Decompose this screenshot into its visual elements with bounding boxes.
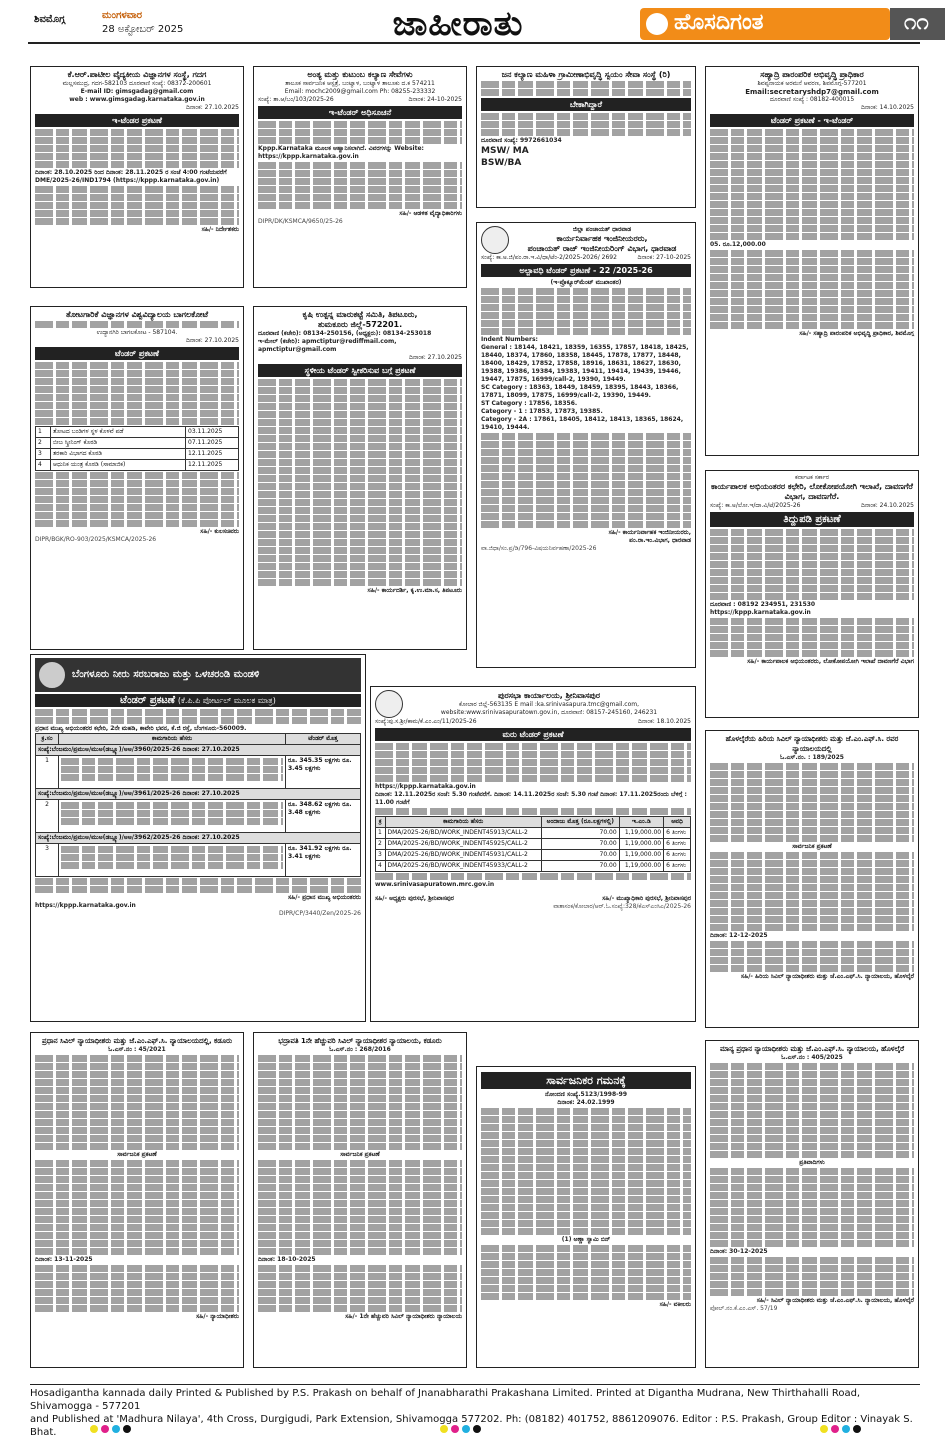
ad-court-bhadravati <box>253 1032 467 1368</box>
row-emd: 1,19,000.00 <box>619 850 663 861</box>
dharwad-title3: ಪಂಚಾಯತ್ ರಾಜ್ ಇಂಜಿನೀಯರಿಂಗ್ ವಿಭಾಗ, ಧಾರವಾಡ <box>527 244 677 253</box>
row-amount: ರೂ. 348.62 ಲಕ್ಷಗಳು ರೂ. 3.48 ಲಕ್ಷಗಳು <box>286 800 361 833</box>
table-row <box>36 745 361 756</box>
dharwad-cat2a: Category - 2A : 17861, 18405, 18412, 18413, 18365, 18624, 19410, 19444. <box>481 416 684 431</box>
gims-title: ಕೆ.ಆರ್.ಪಾಟೀಲ ವೈದ್ಯಕೀಯ ವಿಜ್ಞಾನಗಳ ಸಂಸ್ಥೆ, ಗದಗ <box>67 70 207 79</box>
sahyadri-phone: ದೂರವಾಣಿ ಸಂಖ್ಯೆ : 08182-400015 <box>769 96 855 103</box>
ad-bwssb <box>30 654 366 1022</box>
reg-dot-icon <box>90 1425 98 1433</box>
row-work: DMA/2025-26/BD/WORK_INDENT45933/CALL-2 <box>385 861 541 872</box>
ad-court-kadur <box>30 1032 244 1368</box>
srini-dates: ದಿನಾಂಕ: 12.11.2025ರ ಸಂಜೆ: 5.30 ಗಂಟೆವರೆಗೆ. ದಿನಾಂಕ: 14.11.2025ರ ಸಂಜೆ: 5.30 ಗಂಟೆ ದಿನಾಂಕ: 17.11.2025ರಂದು ಬೆಳಿಗ್ಗೆ : 11.00 ಗಂಟೆಗೆ <box>375 791 687 806</box>
notice-reg2: ದಿನಾಂಕ: 24.02.1999 <box>557 1099 615 1106</box>
ad-gims-gadag <box>30 66 244 288</box>
row-period: 6 ತಿಂಗಳು <box>664 839 691 850</box>
row-work: DMA/2025-26/BD/WORK_INDENT45931/CALL-2 <box>385 850 541 861</box>
ad-apmc-tiptur <box>253 306 467 650</box>
row-no: 2 <box>376 839 386 850</box>
bwssb-col-no: ಕ್ರ.ಸಂ <box>36 734 59 745</box>
sahyadri-sign: ಸಹಿ/- ಸಹ್ಯಾದ್ರಿ ಪಾರಂಪರಿಕ ಅಭಿವೃದ್ಧಿ ಪ್ರಾಧಿಕಾರ, ಶಿವಮೊಗ್ಗ <box>799 330 914 337</box>
janakalyan-title: ಜನ ಕಲ್ಯಾಣ ಮಹಿಳಾ ಗ್ರಾಮೀಣಾಭಿವೃದ್ಧಿ ಸ್ವಯಂ ಸೇವಾ ಸಂಸ್ಥೆ (ರಿ) <box>501 70 671 79</box>
ad-sahyadri-heritage <box>705 66 919 456</box>
gims-sign: ಸಹಿ/- ನಿರ್ದೇಶಕರು <box>201 226 239 233</box>
bwssb-band: ಟೆಂಡರ್ ಪ್ರಕಟಣೆ <box>120 695 176 706</box>
gims-address: ಮಲ್ಲಸಮುದ್ರ, ಗದಗ-582103 ದೂರವಾಣಿ ಸಂಖ್ಯೆ: 08372-200601 <box>62 80 212 87</box>
dharwad-indent: Indent Numbers: <box>481 336 538 343</box>
table-row <box>376 839 691 850</box>
bantwal-date: ದಿನಾಂಕ: 24-10-2025 <box>408 96 462 103</box>
row-period: 6 ತಿಂಗಳು <box>664 828 691 839</box>
row-no: 2 <box>36 800 59 833</box>
col-header: ಕ್ರ <box>376 817 386 828</box>
gims-email: E-mail ID: gimsgadag@gmail.com <box>80 88 194 95</box>
sahyadri-band: ಟೆಂಡರ್ ಪ್ರಕಟಣೆ - ಇ-ಟೆಂಡರ್ <box>710 114 914 127</box>
dharwad-title1: ಜಿಲ್ಲಾ ಪಂಚಾಯತ್ ಧಾರವಾಡ <box>572 226 632 233</box>
row-ref: ಸಂಖ್ಯೆ:ಬೆಂಜಮಂ/ಪ್ರಮುಅ/ಮುಅ(ಡಬ್ಲ್ಯೂ)/ಅಅ/3961/2025-26 ದಿನಾಂಕ: 27.10.2025 <box>36 789 361 800</box>
court1-date: ದಿನಾಂಕ: 12-12-2025 <box>710 932 768 939</box>
srini-sign-mid: ಸಹಿ/- ಮುಖ್ಯಾಧಿಕಾರಿ ಪುರಸಭೆ, ಶ್ರೀನಿವಾಸಪುರ <box>602 895 691 902</box>
apmc-title: ಕೃಷಿ ಉತ್ಪನ್ನ ಮಾರುಕಟ್ಟೆ ಸಮಿತಿ, ತಿಪಟೂರು, <box>302 310 418 319</box>
reg-dot-icon <box>462 1425 470 1433</box>
registration-marks-right <box>820 1425 861 1433</box>
janakalyan-band: ಬೇಕಾಗಿದ್ದಾರೆ <box>481 98 691 111</box>
reg-dot-icon <box>112 1425 120 1433</box>
bantwal-ref: ಸಂಖ್ಯೆ: ತಾ.ಆ/ಬಂ/103/2025-26 <box>258 96 334 103</box>
pwd-phone: ದೂರವಾಣಿ : 08192 234951, 231530 <box>710 601 816 608</box>
page-number: ೧೧ <box>904 10 929 35</box>
header-date: 28 ಅಕ್ಟೋಬರ್ 2025 <box>102 24 184 35</box>
court4-title: ಮಾನ್ಯ ಪ್ರಧಾನ ನ್ಯಾಯಾಧೀಶರು ಮತ್ತು ಜೆ.ಎಂ.ಎಫ್.ಸಿ. ನ್ಯಾಯಾಲಯ, ಹೊಳಲ್ಕೆರೆ <box>719 1045 905 1053</box>
table-row <box>36 438 239 449</box>
row-ref: ಸಂಖ್ಯೆ:ಬೆಂಜಮಂ/ಪ್ರಮುಅ/ಮುಅ(ಡಬ್ಲ್ಯೂ)/ಅಅ/3960/2025-26 ದಿನಾಂಕ: 27.10.2025 <box>36 745 361 756</box>
row-no: 1 <box>36 427 51 438</box>
table-row <box>36 460 239 471</box>
apmc-email: ಇ-ಮೇಲ್ (ಕಚೇರಿ): apmctiptur@rediffmail.com, apmctiptur@gmail.com <box>258 338 397 353</box>
row-amount: 70.00 <box>541 850 619 861</box>
brand-name: ಹೊಸದಿಗಂತ <box>674 10 764 35</box>
court3-date: ದಿನಾಂಕ: 18-10-2025 <box>258 1256 316 1263</box>
court2-case: ಓ.ಎಸ್.ನಂ : 45/2021 <box>108 1046 166 1053</box>
row-work: DMA/2025-26/BD/WORK_INDENT45925/CALL-2 <box>385 839 541 850</box>
reg-dot-icon <box>842 1425 850 1433</box>
apmc-phone: ದೂರವಾಣಿ (ಕಚೇರಿ): 08134-250156, (ಅಧ್ಯಕ್ಷರು): 08134-253018 <box>258 330 432 337</box>
court4-band: ಪ್ರತಿವಾದಿಗಳು <box>799 1159 825 1166</box>
horti-band: ಟೆಂಡರ್ ಪ್ರಕಟಣೆ <box>35 347 239 360</box>
table-row <box>36 756 361 789</box>
sahyadri-amount: 05. ರೂ.12,000.00 <box>710 241 766 248</box>
bantwal-band: ಇ-ಟೆಂಡರ್ ಅಧಿಸೂಚನೆ <box>258 106 462 119</box>
janakalyan-qual2: BSW/BA <box>481 158 522 168</box>
header-day: ಮಂಗಳವಾರ <box>102 10 143 21</box>
court4-case: ಓ.ಎಸ್.ನಂ : 405/2025 <box>781 1054 843 1061</box>
court4-date: ದಿನಾಂಕ: 30-12-2025 <box>710 1248 768 1255</box>
ad-bantwal-hospital <box>253 66 467 288</box>
dharwad-band: ಅಲ್ಪಾವಧಿ ಟೆಂಡರ್ ಪ್ರಕಟಣೆ - 22 /2025-26 <box>481 264 691 277</box>
sahyadri-date: ದಿನಾಂಕ: 14.10.2025 <box>861 104 914 111</box>
reg-dot-icon <box>473 1425 481 1433</box>
srini-title: ಪುರಸಭಾ ಕಾರ್ಯಾಲಯ, ಶ್ರೀನಿವಾಸಪುರ <box>497 691 601 700</box>
dharwad-ref: ಸಂಖ್ಯೆ: ಕಾ.ಅ.ಜಿ/ಪಂ.ರಾ.ಇ.ವಿ/ಧಾ/ಟೆಂ-2/2025-2026/ 2692 <box>481 254 617 261</box>
court1-title: ಹೊಳಲ್ಕೆರೆಯ ಹಿರಿಯ ಸಿವಿಲ್ ನ್ಯಾಯಾಧೀಶರು ಮತ್ತು ಜೆ.ಎಂ.ಎಫ್.ಸಿ. ರವರ ನ್ಯಾಯಾಲಯದಲ್ಲಿ <box>725 735 899 753</box>
table-row <box>376 828 691 839</box>
col-header: ಇ.ಎಂ.ಡಿ <box>619 817 663 828</box>
court4-code: ಪೋಲ್.ನಂ.ಕೆ.ಎಂ.ಎಸ್. 57/19 <box>710 1305 778 1312</box>
apmc-line2: ತುಮಕೂರು ಜಿಲ್ಲೆ-572201. <box>317 320 403 329</box>
ad-horticulture-university <box>30 306 244 650</box>
row-work <box>59 800 286 833</box>
col-header: ಕಾಮಗಾರಿಯ ಹೆಸರು <box>385 817 541 828</box>
notice-title: ಸಾರ್ವಜನಿಕರ ಗಮನಕ್ಕೆ <box>481 1072 691 1089</box>
masthead-title: ಜಾಹೀರಾತು <box>392 4 524 44</box>
srini-site: https://kppp.karnataka.gov.in <box>375 783 476 790</box>
reg-dot-icon <box>451 1425 459 1433</box>
srini-line2: ಕೋಲಾರ ಜಿಲ್ಲೆ-563135 E mail :ka.srinivasapura.tmc@gmail.com, <box>458 701 640 708</box>
row-no: 1 <box>376 828 386 839</box>
apmc-sign: ಸಹಿ/- ಕಾರ್ಯದರ್ಶಿ, ಕೃ.ಉ.ಮಾ.ಸ, ತಿಪಟೂರು <box>367 587 462 594</box>
dharwad-cat1: Category - 1 : 17853, 17873, 19385. <box>481 408 603 415</box>
dharwad-seal-icon <box>481 226 509 254</box>
court3-band: ಸಾರ್ವಜನಿಕ ಪ್ರಕಟಣೆ <box>340 1151 380 1158</box>
row-emd: 1,19,000.00 <box>619 861 663 872</box>
ad-srinivasapura <box>370 686 696 1022</box>
srini-date: ದಿನಾಂಕ: 18.10.2025 <box>638 718 691 725</box>
court3-case: ಓ.ಎಸ್.ನಂ : 268/2016 <box>329 1046 391 1053</box>
row-no: 2 <box>36 438 51 449</box>
dharwad-code: ವಾ.ಜಿಧಾ/ಸಂ.ಪ್ರ/ಡಿ/796-ವಿಷಯನಿರ್ವಹಣಾ/2025-26 <box>481 545 597 552</box>
row-amount: 70.00 <box>541 861 619 872</box>
sahyadri-title: ಸಹ್ಯಾದ್ರಿ ಪಾರಂಪರಿಕ ಅಭಿವೃದ್ಧಿ ಪ್ರಾಧಿಕಾರ <box>760 70 864 79</box>
bwssb-office: ಪ್ರಧಾನ ಮುಖ್ಯ ಅಭಿಯಂತರರ ಕಛೇರಿ, 2ನೇ ಮಹಡಿ, ಕಾವೇರಿ ಭವನ, ಕೆ.ಜಿ ರಸ್ತೆ, ಬೆಂಗಳೂರು-560009. <box>35 725 247 732</box>
row-ref: ಸಂಖ್ಯೆ:ಬೆಂಜಮಂ/ಪ್ರಮುಅ/ಮುಅ(ಡಬ್ಲ್ಯೂ)/ಅಅ/3962/2025-26 ದಿನಾಂಕ: 27.10.2025 <box>36 833 361 844</box>
table-row <box>36 800 361 833</box>
row-date: 12.11.2025 <box>186 460 239 471</box>
reg-dot-icon <box>853 1425 861 1433</box>
bantwal-code: DIPR/DK/KSMCA/9650/25-26 <box>258 218 343 225</box>
pwd-band: ತಿದ್ದುಪಡಿ ಪ್ರಕಟಣೆ <box>710 512 914 527</box>
court3-sign: ಸಹಿ/- 1ನೇ ಹೆಚ್ಚುವರಿ ಸಿವಿಲ್ ನ್ಯಾಯಾಧೀಶರು ನ್ಯಾಯಾಲಯ <box>345 1313 462 1320</box>
horti-code: DIPR/BGK/RO-903/2025/KSMCA/2025-26 <box>35 536 157 543</box>
srinivasapura-seal-icon <box>375 690 403 718</box>
row-no: 3 <box>376 850 386 861</box>
reg-dot-icon <box>440 1425 448 1433</box>
notice-hdr2: (1) ಅಣ್ಣಾ ಸ್ವಾಮಿ ಬಿನ್ <box>561 1236 611 1243</box>
bwssb-band-note: (ಕೆ.ಪಿ.ಪಿ ಪೋರ್ಟಲ್ ಮೂಲಕ ಮಾತ್ರ) <box>177 696 276 705</box>
dharwad-sign2: ಪಂ.ರಾ.ಇಂ.ವಿಭಾಗ, ಧಾರವಾಡ <box>629 537 691 544</box>
dharwad-band2: (ಇ-ಪ್ರೊಕ್ಯೂರ್‌ಮೆಂಟ್ ಮುಖಾಂತರ) <box>550 279 622 286</box>
row-work: DMA/2025-26/BD/WORK_INDENT45913/CALL-2 <box>385 828 541 839</box>
srini-ref: ಸಂಖ್ಯೆ:ಪು.ಸ.ಶ್ರೀ/ಕಾಮ/ಕೆ.ಎಂ.ಎಂ/11/2025-26 <box>375 718 477 725</box>
row-date: 07.11.2025 <box>186 438 239 449</box>
notice-reg1: ನೋಂದಣಿ ಸಂಖ್ಯೆ.5123/1998-99 <box>545 1091 627 1098</box>
ad-court-holalkere-2 <box>705 1040 919 1368</box>
col-header: ಅವಧಿ <box>664 817 691 828</box>
ad-janakalyan <box>476 66 696 208</box>
dharwad-sc: SC Category : 18363, 18449, 18459, 18395, 18443, 18366, 17871, 18099, 17875, 16999/call-2, 19390, 19449. <box>481 384 679 399</box>
row-period: 6 ತಿಂಗಳು <box>664 861 691 872</box>
reg-dot-icon <box>123 1425 131 1433</box>
row-work <box>59 844 286 877</box>
apmc-band: ಸ್ಥಳೀಯ ಟೆಂಡರ್ ಸ್ವೀಕರಿಸುವ ಬಗ್ಗೆ ಪ್ರಕಟಣೆ <box>258 364 462 377</box>
row-item: ಆಧುನಿಕ ಯಂತ್ರ ಕೊಠಡಿ (ಸಾಮಾಜಿಕ) <box>51 460 186 471</box>
table-row <box>36 789 361 800</box>
row-date: 03.11.2025 <box>186 427 239 438</box>
notice-sign: ಸಹಿ/- ವಕೀಲರು <box>659 1301 691 1308</box>
page-number-tab <box>890 8 945 40</box>
court2-date: ದಿನಾಂಕ: 13-11-2025 <box>35 1256 93 1263</box>
horti-title: ತೋಟಗಾರಿಕೆ ವಿಜ್ಞಾನಗಳ ವಿಶ್ವವಿದ್ಯಾಲಯ ಬಾಗಲಕೋಟೆ <box>65 310 209 319</box>
bantwal-title: ಅಂತ್ಯ ಮತ್ತು ಕುಟುಂಬ ಕಲ್ಯಾಣ ಸೇವೆಗಳು <box>307 70 413 79</box>
ad-pwd-davangere <box>705 470 919 718</box>
footer-line2: and Published at 'Madhura Nilaya', 4th Cross, Durgigudi, Park Extension, Shivamogga 577202. Ph: (08182) 401752, 8861209076. Editor : P.S. Prakash, Group Editor : Vinayak S. Bhat. <box>30 1414 913 1438</box>
reg-dot-icon <box>831 1425 839 1433</box>
horti-sign: ಸಹಿ/- ಕುಲಸಚಿವರು <box>200 528 239 535</box>
srini-table <box>375 816 691 872</box>
row-period: 6 ತಿಂಗಳು <box>664 850 691 861</box>
janakalyan-qual1: MSW/ MA <box>481 146 529 156</box>
court1-band: ಸಾರ್ವಜನಿಕ ಪ್ರಕಟಣೆ <box>792 843 832 850</box>
dharwad-st: ST Category : 17856, 18356. <box>481 400 578 407</box>
janakalyan-phone: ದೂರವಾಣಿ ಸಂಖ್ಯೆ: 9972661034 <box>481 137 562 144</box>
brand-banner <box>640 8 890 40</box>
bantwal-sign: ಸಹಿ/- ಆಡಳಿತ ವೈದ್ಯಾಧಿಕಾರಿಗಳು <box>399 210 462 217</box>
table-row <box>36 427 239 438</box>
row-no: 4 <box>376 861 386 872</box>
dharwad-date: ದಿನಾಂಕ: 27-10-2025 <box>637 254 691 261</box>
footer-line1: Hosadigantha kannada daily Printed & Published by P.S. Prakash on behalf of Jnanabharathi Prakashana Limited. Printed at Digantha Mudrana, New Thirthahalli Road, Shivamogga - 577201 <box>30 1388 861 1412</box>
pwd-head: ಕರ್ನಾಟಕ ಸರ್ಕಾರ <box>794 474 830 481</box>
row-item: ತರಕಾರಿ ವಿಭಾಗದ ಕೊಠಡಿ <box>51 449 186 460</box>
ad-dharwad-panchayat <box>476 222 696 668</box>
horti-line2: ಉದ್ಯಾನಗಿರಿ ಬಾಗಲಕೋಟ - 587104. <box>96 329 178 336</box>
registration-marks-left <box>90 1425 131 1433</box>
dharwad-title2: ಕಾರ್ಯನಿರ್ವಾಹಕ ಇಂಜಿನೀಯರರು, <box>556 234 648 243</box>
srini-line3: website:www.srinivasapuratown.gov.in, ದೂರವಾಣಿ: 08157-245160, 246231 <box>440 709 658 716</box>
gims-highlight: ದಿನಾಂಕ: 28.10.2025 ರಿಂದ ದಿನಾಂಕ: 28.11.2025 ರ ಸಂಜೆ 4:00 ಗಂಟೆಯವರೆಗೆ DME/2025-26/IND1794 (https://kppp.karnataka.gov.in) <box>35 169 227 184</box>
srini-code: ವಾತಾಸಂಕ/ಕೋಲಾರ/ಆರ್.ಓ.ಸಂಖ್ಯೆ:328/ಕೆಎಸ್ಎಂಸಿಎ/2025-26 <box>553 903 691 910</box>
court3-title: ಭದ್ರಾವತಿ 1ನೇ ಹೆಚ್ಚುವರಿ ಸಿವಿಲ್ ನ್ಯಾಯಾಧೀಶರ ನ್ಯಾಯಾಲಯ, ಕಡೂರು <box>278 1037 442 1045</box>
brand-logo-icon <box>646 13 668 35</box>
pwd-title: ಕಾರ್ಯಪಾಲಕ ಅಭಿಯಂತರರ ಕಛೇರಿ, ಲೋಕೋಪಯೋಗಿ ಇಲಾಖೆ, ದಾವಣಗೆರೆ ವಿಭಾಗ, ದಾವಣಗೆರೆ. <box>711 482 913 501</box>
bwssb-site: https://kppp.karnataka.gov.in <box>35 902 136 909</box>
horti-table <box>35 426 239 471</box>
court1-sign: ಸಹಿ/- ಹಿರಿಯ ಸಿವಿಲ್ ನ್ಯಾಯಾಧೀಶರು ಮತ್ತು ಜೆ.ಎಂ.ಎಫ್.ಸಿ. ನ್ಯಾಯಾಲಯ, ಹೊಳಲ್ಕೆರೆ <box>740 973 914 980</box>
bwssb-col-amt: ಟೆಂಡರ್ ಮೊತ್ತ <box>286 734 361 745</box>
row-no: 1 <box>36 756 59 789</box>
srini-band: ಮರು ಟೆಂಡರ್ ಪ್ರಕಟಣೆ <box>375 728 691 741</box>
row-emd: 1,19,000.00 <box>619 828 663 839</box>
ad-public-notice <box>476 1066 696 1368</box>
table-row <box>36 833 361 844</box>
row-no: 3 <box>36 844 59 877</box>
header-city: ಶಿವಮೊಗ್ಗ <box>34 14 66 25</box>
bwssb-table <box>35 733 361 877</box>
table-row <box>36 449 239 460</box>
reg-dot-icon <box>101 1425 109 1433</box>
gims-ref: ದಿನಾಂಕ: 27.10.2025 <box>186 104 239 111</box>
horti-date: ದಿನಾಂಕ: 27.10.2025 <box>186 337 239 344</box>
bantwal-website: Kppp.Karnataka ಮೂಲಕ ಆಹ್ವಾನಿಸಲಾಗಿದೆ. ವಿವರಗಳನ್ನು Website: https://kppp.karnataka.gov.in <box>258 145 424 160</box>
dharwad-general: General : 18144, 18421, 18359, 16355, 17857, 18418, 18425, 18440, 18374, 17860, 18358, 18445, 17878, 17877, 18448, 18400, 18429, 17852, 17858, 18916, 18631, 18627, 18630, 19388, 19386, 19384, 19383, 19411, 19414, 19439, 19446, 19447, 17875, 16999/call-2, 19390, 19449. <box>481 344 689 383</box>
pwd-sign: ಸಹಿ/- ಕಾರ್ಯಪಾಲಕ ಅಭಿಯಂತರರು, ಲೋಕೋಪಯೋಗಿ ಇಲಾಖೆ ದಾವಣಗೆರೆ ವಿಭಾಗ <box>747 658 914 665</box>
pwd-date: ದಿನಾಂಕ: 24.10.2025 <box>861 502 914 509</box>
row-amount: ರೂ. 345.35 ಲಕ್ಷಗಳು ರೂ. 3.45 ಲಕ್ಷಗಳು <box>286 756 361 789</box>
row-amount: ರೂ. 341.92 ಲಕ್ಷಗಳು ರೂ. 3.41 ಲಕ್ಷಗಳು <box>286 844 361 877</box>
table-row <box>36 844 361 877</box>
court1-case: ಓ.ಎಸ್.ನಂ. : 189/2025 <box>780 754 844 761</box>
pwd-site: https://kppp.karnataka.gov.in <box>710 609 811 616</box>
registration-marks-center <box>440 1425 481 1433</box>
bantwal-email: Email: mochc2009@gmail.com Ph: 08255-233332 <box>284 88 436 95</box>
sahyadri-address: ಶಿವಪ್ಪನಾಯಕ ಅರಮನೆ ಆವರಣ, ಶಿವಮೊಗ್ಗ-577201 <box>757 80 867 87</box>
reg-dot-icon <box>820 1425 828 1433</box>
row-item: ಬೀಜ ಸ್ಕ್ರೀನಿಂಗ್ ಕೊಠಡಿ <box>51 438 186 449</box>
row-no: 4 <box>36 460 51 471</box>
bwssb-code: DIPR/CP/3440/Zen/2025-26 <box>278 910 361 917</box>
row-work <box>59 756 286 789</box>
bantwal-address: ತಾಲೂಕ ಸಾರ್ವಜನಿಕ ಆಸ್ಪತ್ರೆ, ಬಂಟ್ವಾಳ, ಬಂಟ್ವಾಳ ತಾಲೂಕು ದ.ಕ 574211 <box>285 80 435 87</box>
pwd-ref: ಸಂಖ್ಯೆ: ಕಾ.ಅ/ಲೋ.ಇ/ದಾ.ವಿ/ಟೆ/2025-26 <box>710 502 801 509</box>
court2-title: ಪ್ರಧಾನ ಸಿವಿಲ್ ನ್ಯಾಯಾಧೀಶರು ಮತ್ತು ಜೆ.ಎಂ.ಎಫ್.ಸಿ. ನ್ಯಾಯಾಲಯದಲ್ಲಿ, ಕಡೂರು <box>41 1037 233 1045</box>
bwssb-col-work: ಕಾಮಗಾರಿಯ ಹೆಸರು <box>59 734 286 745</box>
table-row <box>376 850 691 861</box>
dharwad-sign: ಸಹಿ/- ಕಾರ್ಯನಿರ್ವಾಹಕ ಇಂಜಿನೀಯರರು, <box>608 529 691 536</box>
srini-sign-left: ಸಹಿ/- ಅಧ್ಯಕ್ಷರು ಪುರಸಭೆ, ಶ್ರೀನಿವಾಸಪುರ <box>375 895 454 902</box>
row-emd: 1,19,000.00 <box>619 839 663 850</box>
srini-web: www.srinivasapuratown.mrc.gov.in <box>375 881 495 888</box>
bwssb-logo-icon <box>38 661 66 689</box>
page-header <box>28 4 929 44</box>
row-no: 3 <box>36 449 51 460</box>
row-item: ತೋಟದ ಬಂಡಿಗಳ ಸ್ಥಳ ಕೊಳವೆ ಪಡೆ <box>51 427 186 438</box>
court2-sign: ಸಹಿ/- ನ್ಯಾಯಾಧೀಶರು <box>196 1313 239 1320</box>
court2-band: ಸಾರ್ವಜನಿಕ ಪ್ರಕಟಣೆ <box>117 1151 157 1158</box>
col-header: ಅಂದಾಜು ಮೊತ್ತ (ರೂ.ಲಕ್ಷಗಳಲ್ಲಿ) <box>541 817 619 828</box>
sahyadri-email: Email:secretaryshdp7@gmail.com <box>745 88 879 96</box>
row-date: 12.11.2025 <box>186 449 239 460</box>
row-amount: 70.00 <box>541 828 619 839</box>
ad-court-holalkere-1 <box>705 730 919 1028</box>
table-row <box>376 861 691 872</box>
bwssb-title: ಬೆಂಗಳೂರು ನೀರು ಸರಬರಾಜು ಮತ್ತು ಒಳಚರಂಡಿ ಮಂಡಳಿ <box>72 669 260 680</box>
bwssb-sign: ಸಹಿ/- ಪ್ರಧಾನ ಮುಖ್ಯ ಅಭಿಯಂತರರು <box>287 894 361 901</box>
court4-sign: ಸಹಿ/- ಸಿವಿಲ್ ನ್ಯಾಯಾಧೀಶರು ಮತ್ತು ಜೆ.ಎಂ.ಎಫ್.ಸಿ. ನ್ಯಾಯಾಲಯ, ಹೊಳಲ್ಕೆರೆ <box>756 1297 914 1304</box>
row-amount: 70.00 <box>541 839 619 850</box>
gims-band: ಇ-ಟೆಂಡರ ಪ್ರಕಟಣೆ <box>35 114 239 127</box>
gims-web: web : www.gimsgadag.karnataka.gov.in <box>69 96 205 103</box>
apmc-date: ದಿನಾಂಕ: 27.10.2025 <box>409 354 462 361</box>
